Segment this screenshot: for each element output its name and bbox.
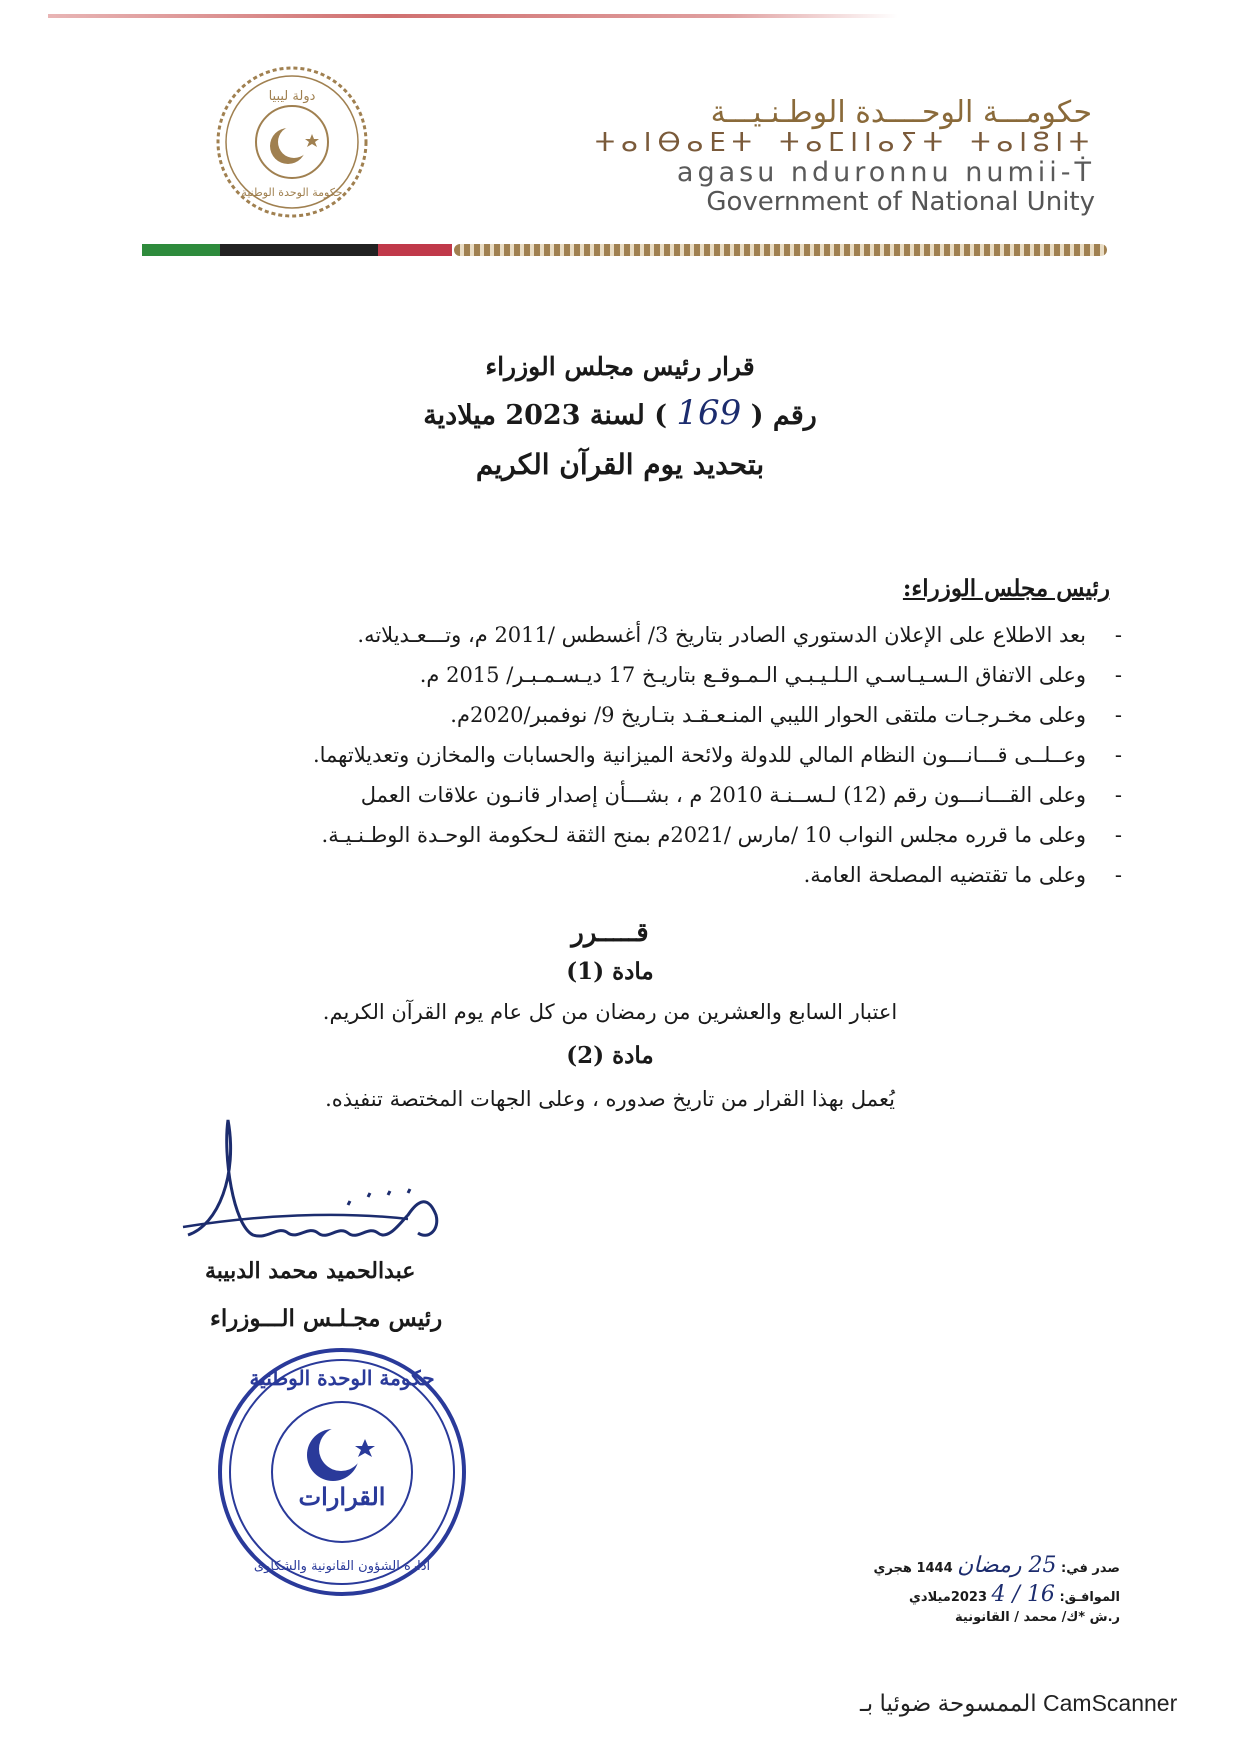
clause-item xyxy=(202,695,1122,735)
top-edge-rule xyxy=(48,14,898,18)
state-emblem-icon xyxy=(212,62,372,222)
article-2-text: يُعمل بهذا القرار من تاريخ صدوره ، وعلى الجهات المختصة تنفيذه. xyxy=(325,1087,895,1111)
clause-dash: - xyxy=(1114,623,1122,647)
bar-black xyxy=(220,244,378,256)
issued-hijri-line xyxy=(800,1553,1120,1578)
clause-item xyxy=(202,655,1122,695)
issued-label: صدر في: xyxy=(1061,1561,1120,1576)
header-english-name: Government of National Unity xyxy=(706,187,1095,217)
clause-text: وعلى القـــانـــون رقم (12) لـســنـة 2010 م ، بشـــأن إصدار قانـون علاقات العمل xyxy=(360,783,1086,807)
clause-dash: - xyxy=(1114,783,1122,807)
decision-number: 169 xyxy=(676,393,742,433)
clause-text: وعلى ما قرره مجلس النواب 10 /مارس /2021م بمنح الثقة لـحكومة الوحـدة الوطـنـيـة. xyxy=(321,823,1086,847)
flag-color-bar xyxy=(142,244,1107,256)
header-tifinagh-name: ⵜⴰⵏⴱⴰⴹⵜ ⵜⴰⵎⵏⵏⴰⵢⵜ ⵜⴰⵏⵓⵏⵜ xyxy=(595,128,1095,158)
camscanner-watermark: الممسوحة ضوئيا بـ CamScanner xyxy=(860,1690,1178,1716)
clause-item xyxy=(202,855,1122,895)
clause-dash: - xyxy=(1114,663,1122,687)
clause-item xyxy=(202,615,1122,655)
clause-item xyxy=(202,735,1122,775)
header-latin-berber-name: agasu nduronnu numii-Ṫ xyxy=(676,157,1095,188)
clause-dash: - xyxy=(1114,823,1122,847)
stamp-center-text: القرارات xyxy=(298,1482,386,1511)
signatory-title: رئيس مجـلـس الـــوزراء xyxy=(210,1305,443,1332)
header-arabic-name: حكومـــة الوحــــدة الوطـنـيـــة xyxy=(710,95,1092,130)
preamble-intro: رئيس مجلس الوزراء: xyxy=(902,575,1110,602)
article-1-text: اعتبار السابع والعشرين من رمضان من كل عام يوم القرآن الكريم. xyxy=(322,1000,898,1024)
clause-dash: - xyxy=(1114,703,1122,727)
bar-red xyxy=(378,244,452,256)
corresponding-label: الموافـق: xyxy=(1059,1590,1120,1605)
decision-subject: بتحديد يوم القرآن الكريم xyxy=(475,448,765,481)
clause-item xyxy=(202,815,1122,855)
bar-gold-chain xyxy=(454,244,1107,256)
gregorian-year: 2023ميلادي xyxy=(909,1590,987,1605)
number-suffix: ) لسنة 2023 ميلادية xyxy=(423,400,667,431)
emblem-text-top: دولة ليبيا xyxy=(268,89,316,104)
hijri-year: 1444 هجري xyxy=(873,1561,953,1576)
clause-item xyxy=(202,775,1122,815)
clause-text: وعلى مخـرجـات ملتقى الحوار الليبي المنـعـقـد بتـاريخ 9/ نوفمبر/2020م. xyxy=(450,703,1086,727)
bar-green xyxy=(142,244,220,256)
decision-number-line xyxy=(300,393,940,433)
number-prefix: رقم ( xyxy=(750,400,817,431)
clause-text: وعلى الاتفاق الـسـيـاسـي الـلـيـبـي الـمـوقـع بتاريـخ 17 ديـسـمـبـر/ 2015 م. xyxy=(419,663,1086,687)
article-1-title: مادة (1) xyxy=(566,958,654,985)
stamp-bottom-text: ادارة الشؤون القانونية والشكاوى xyxy=(253,1559,431,1574)
decided-heading: قـــــرر xyxy=(571,918,649,948)
official-stamp-icon xyxy=(215,1345,470,1600)
hijri-handwritten-date: 25 رمضان xyxy=(957,1553,1057,1578)
article-2-title: مادة (2) xyxy=(566,1042,654,1069)
clause-text: وعــلــى قـــانـــون النظام المالي للدولة ولائحة الميزانية والحسابات والمخازن وتعديلاتهما. xyxy=(312,743,1086,767)
decision-title: قرار رئيس مجلس الوزراء xyxy=(485,352,755,381)
issued-gregorian-line xyxy=(800,1582,1120,1607)
clause-text: بعد الاطلاع على الإعلان الدستوري الصادر بتاريخ 3/ أغسطس /2011 م، وتـــعـديلاته. xyxy=(357,623,1086,647)
preamble-clauses xyxy=(202,615,1122,895)
clause-text: وعلى ما تقتضيه المصلحة العامة. xyxy=(803,863,1086,887)
gregorian-handwritten-date: 16 / 4 xyxy=(991,1582,1055,1607)
signatory-name: عبدالحميد محمد الدبيبة xyxy=(205,1258,416,1284)
emblem-text-bottom: حكومة الوحدة الوطنية xyxy=(241,186,343,199)
clause-dash: - xyxy=(1114,743,1122,767)
clause-dash: - xyxy=(1114,863,1122,887)
handwritten-signature xyxy=(178,1115,478,1265)
stamp-ring-text: حكومة الوحدة الوطنية xyxy=(249,1366,435,1390)
issued-reference: ر.ش *ك/ محمد / القانونية xyxy=(955,1610,1120,1625)
